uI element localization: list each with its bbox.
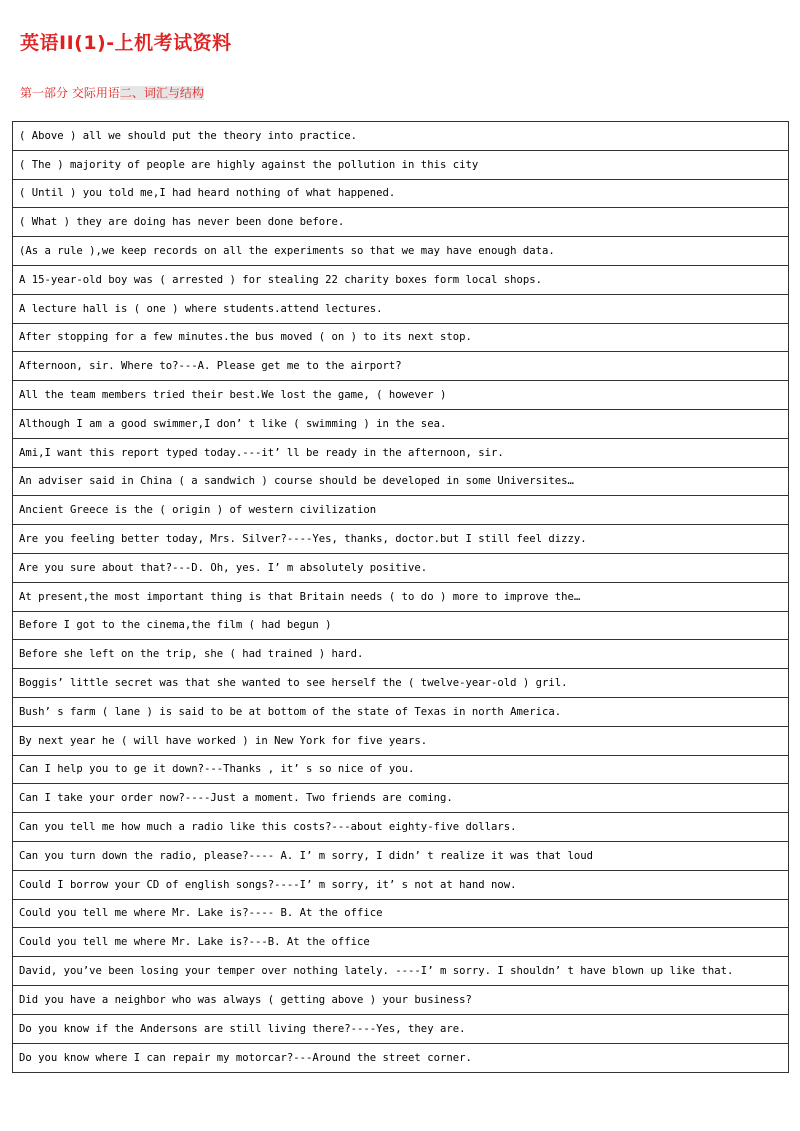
table-row: Can I help you to ge it down?---Thanks , it’ s so nice of you. — [13, 756, 788, 785]
table-row: After stopping for a few minutes.the bus moved ( on ) to its next stop. — [13, 324, 788, 353]
table-row: All the team members tried their best.We lost the game, ( however ) — [13, 381, 788, 410]
table-row: A lecture hall is ( one ) where students.attend lectures. — [13, 295, 788, 324]
table-row: ( What ) they are doing has never been done before. — [13, 208, 788, 237]
table-row: Before I got to the cinema,the film ( had begun ) — [13, 612, 788, 641]
table-row: Afternoon, sir. Where to?---A. Please get me to the airport? — [13, 352, 788, 381]
table-row: Ami,I want this report typed today.---it’ ll be ready in the afternoon, sir. — [13, 439, 788, 468]
table-row: Can you tell me how much a radio like this costs?---about eighty-five dollars. — [13, 813, 788, 842]
table-row: A 15-year-old boy was ( arrested ) for stealing 22 charity boxes form local shops. — [13, 266, 788, 295]
table-row: At present,the most important thing is that Britain needs ( to do ) more to improve the… — [13, 583, 788, 612]
section-part2-label: 二、词汇与结构 — [119, 86, 204, 100]
table-row: An adviser said in China ( a sandwich ) course should be developed in some Universites… — [13, 468, 788, 497]
table-row: Could I borrow your CD of english songs?----I’ m sorry, it’ s not at hand now. — [13, 871, 788, 900]
section-heading — [20, 84, 204, 101]
table-row: ( The ) majority of people are highly against the pollution in this city — [13, 151, 788, 180]
question-table — [12, 121, 789, 1073]
table-row: Bush’ s farm ( lane ) is said to be at bottom of the state of Texas in north America. — [13, 698, 788, 727]
table-row: (As a rule ),we keep records on all the experiments so that we may have enough data. — [13, 237, 788, 266]
section-part1-label: 第一部分 交际用语 — [20, 86, 120, 100]
table-row: Can you turn down the radio, please?---- A. I’ m sorry, I didn’ t realize it was that loud — [13, 842, 788, 871]
table-row: Before she left on the trip, she ( had trained ) hard. — [13, 640, 788, 669]
table-row: ( Until ) you told me,I had heard nothing of what happened. — [13, 180, 788, 209]
table-row: By next year he ( will have worked ) in New York for five years. — [13, 727, 788, 756]
table-row: Are you feeling better today, Mrs. Silver?----Yes, thanks, doctor.but I still feel dizzy. — [13, 525, 788, 554]
table-row: Boggis’ little secret was that she wanted to see herself the ( twelve-year-old ) gril. — [13, 669, 788, 698]
table-row: Do you know where I can repair my motorcar?---Around the street corner. — [19, 1051, 472, 1064]
table-row: Did you have a neighbor who was always ( getting above ) your business? — [13, 986, 788, 1015]
table-row: Are you sure about that?---D. Oh, yes. I’ m absolutely positive. — [13, 554, 788, 583]
table-row: Do you know if the Andersons are still living there?----Yes, they are. — [13, 1015, 788, 1044]
table-row: Although I am a good swimmer,I don’ t like ( swimming ) in the sea. — [13, 410, 788, 439]
document-title: 英语II(1)-上机考试资料 — [20, 32, 232, 54]
table-row: David, you’ve been losing your temper over nothing lately. ----I’ m sorry. I shouldn’ t have blown up like that. — [13, 957, 788, 986]
table-row: Could you tell me where Mr. Lake is?---B. At the office — [13, 928, 788, 957]
table-row: Ancient Greece is the ( origin ) of western civilization — [13, 496, 788, 525]
table-row: ( Above ) all we should put the theory into practice. — [13, 122, 788, 151]
table-row: Can I take your order now?----Just a moment. Two friends are coming. — [13, 784, 788, 813]
table-row: Could you tell me where Mr. Lake is?---- B. At the office — [13, 900, 788, 929]
